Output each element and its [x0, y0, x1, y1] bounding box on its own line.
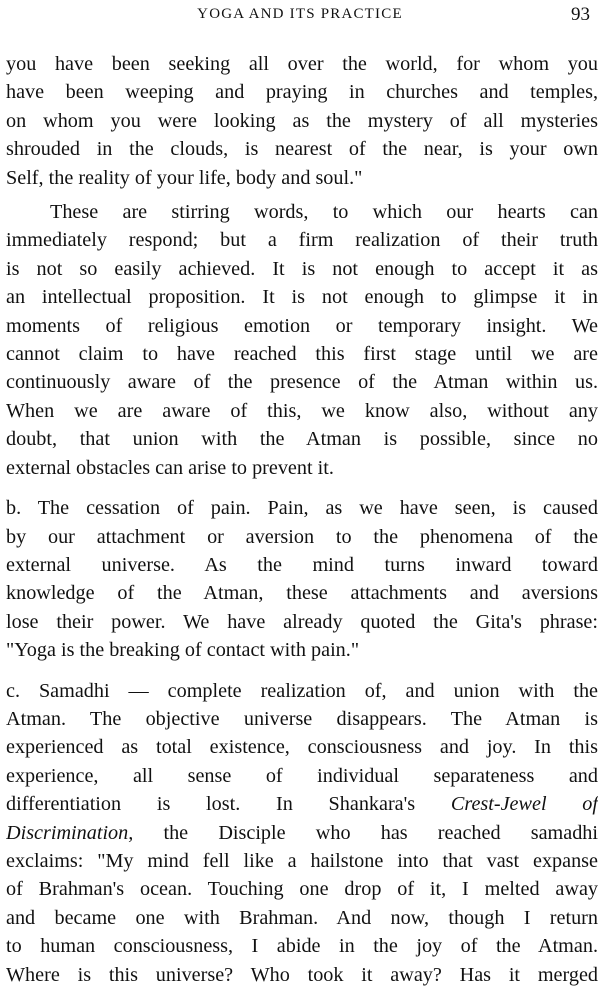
body-text	[6, 50, 598, 989]
text-line: experienced as total existence, consciousness and joy. In this	[6, 736, 598, 759]
text-line: shrouded in the clouds, is nearest of the near, is your own	[6, 138, 598, 161]
text-line	[6, 819, 598, 847]
text-line: of Brahman's ocean. Touching one drop of it, I melted away	[6, 878, 598, 901]
text-line: and became one with Brahman. And now, though I return	[6, 906, 598, 929]
text-line	[6, 790, 598, 818]
text-line: external obstacles can arise to prevent it.	[6, 456, 334, 479]
text-line: is not so easily achieved. It is not enough to accept it as	[6, 257, 598, 280]
text-line: lose their power. We have already quoted the Gita's phrase:	[6, 610, 598, 633]
text-line: Atman. The objective universe disappears. The Atman is	[6, 707, 598, 730]
text-line: knowledge of the Atman, these attachments and aversions	[6, 582, 598, 605]
text-line: you have been seeking all over the world, for whom you	[6, 53, 598, 75]
text-line: moments of religious emotion or temporary insight. We	[6, 314, 598, 337]
text-line: b. The cessation of pain. Pain, as we have seen, is caused	[6, 497, 598, 520]
text-line: to human consciousness, I abide in the joy of the Atman.	[6, 935, 598, 958]
text-line: When we are aware of this, we know also, without any	[6, 399, 598, 422]
paragraph-4	[6, 677, 598, 989]
text-segment: the Disciple who has reached samadhi	[163, 821, 598, 844]
text-line: external universe. As the mind turns inward toward	[6, 553, 598, 576]
text-line: doubt, that union with the Atman is possible, since no	[6, 428, 598, 451]
text-line: cannot claim to have reached this first stage until we are	[6, 343, 598, 366]
text-line: on whom you were looking as the mystery of all mysteries	[6, 109, 598, 132]
text-line: Self, the reality of your life, body and soul."	[6, 166, 363, 189]
paragraph-2	[6, 198, 598, 482]
book-title: Crest-Jewel of	[450, 793, 598, 816]
book-title: Discrimination,	[6, 821, 134, 844]
text-line: continuously aware of the presence of the Atman within us.	[6, 371, 598, 394]
text-line: exclaims: "My mind fell like a hailstone into that vast expanse	[6, 849, 598, 872]
text-line: experience, all sense of individual separateness and	[6, 764, 598, 787]
paragraph-1	[6, 50, 598, 192]
text-line: an intellectual proposition. It is not enough to glimpse it in	[6, 286, 598, 309]
text-line: c. Samadhi — complete realization of, and union with the	[6, 679, 598, 702]
text-line: immediately respond; but a firm realization of their truth	[6, 229, 598, 252]
text-line: "Yoga is the breaking of contact with pain."	[6, 639, 360, 662]
running-head-title: YOGA AND ITS PRACTICE	[197, 6, 403, 22]
text-line: have been weeping and praying in churches and temples,	[6, 81, 598, 104]
running-head	[0, 6, 600, 26]
text-line: by our attachment or aversion to the phenomena of the	[6, 525, 598, 548]
paragraph-3	[6, 494, 598, 664]
text-line: Where is this universe? Who took it away? Has it merged	[6, 963, 598, 986]
text-line: These are stirring words, to which our hearts can	[50, 201, 598, 224]
page-number: 93	[571, 4, 590, 25]
text-segment: differentiation is lost. In Shankara's	[6, 793, 416, 816]
